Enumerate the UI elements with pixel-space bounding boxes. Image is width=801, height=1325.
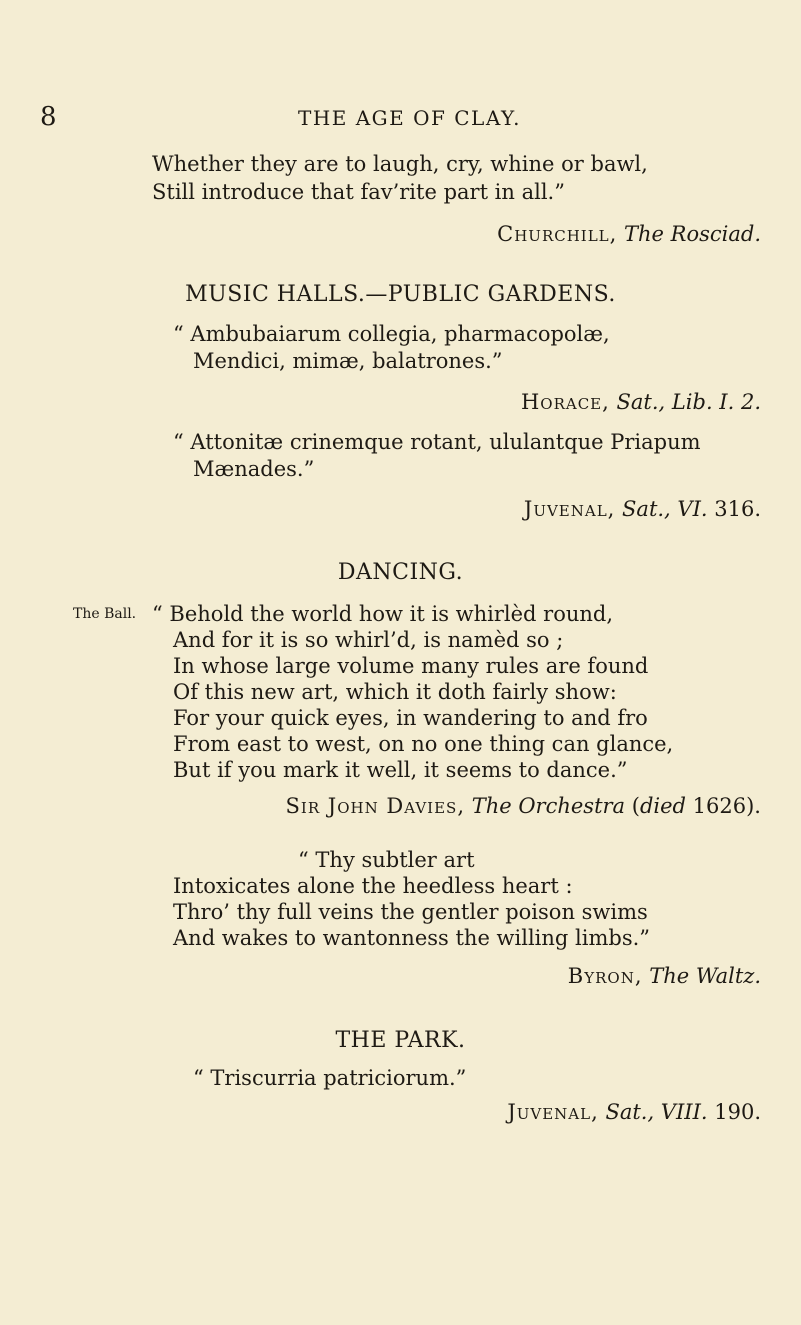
attribution-work: The Orchestra [471,794,626,818]
attribution [497,222,761,246]
attribution [507,1100,761,1124]
attribution-work: The Rosciad. [624,222,761,246]
attribution-note-open: ( [631,794,640,818]
attribution-author: Churchill, [497,222,618,246]
attribution-work: Sat., Lib. I. 2. [616,390,761,414]
verse-line: “ Thy subtler art [298,848,475,872]
verse-line: Still introduce that fav’rite part in all.” [152,180,565,204]
attribution-note-died: died [639,794,686,818]
verse-line: “ Behold the world how it is whirlèd round, [152,602,614,626]
section-heading: MUSIC HALLS.—PUBLIC GARDENS. [185,282,616,307]
margin-note: The Ball. [73,606,137,622]
section-heading: DANCING. [337,560,464,585]
attribution [521,390,761,414]
attribution [524,497,761,521]
verse-line: “ Ambubaiarum collegia, pharmacopolæ, [173,322,610,346]
verse-line: “ Triscurria patriciorum.” [193,1066,467,1090]
verse-line: Thro’ thy full veins the gentler poison swims [173,900,648,924]
attribution [568,964,761,988]
verse-line: Of this new art, which it doth fairly show: [173,680,617,704]
verse-line: And for it is so whirl’d, is namèd so ; [173,628,564,652]
attribution-ref: 316. [714,497,761,521]
verse-line: In whose large volume many rules are found [173,654,649,678]
attribution-author: Juvenal, [523,497,616,521]
attribution-author: Juvenal, [507,1100,599,1124]
verse-line: Mendici, mimæ, balatrones.” [193,349,503,373]
attribution-note-rest: 1626). [686,794,761,818]
attribution-ref: 190. [714,1100,761,1124]
verse-line: Intoxicates alone the heedless heart : [173,874,573,898]
page-number: 8 [40,102,57,132]
verse-line: But if you mark it well, it seems to dance.” [173,758,628,782]
verse-line: “ Attonitæ crinemque rotant, ululantque Priapum [173,430,701,454]
verse-line: From east to west, on no one thing can glance, [173,732,674,756]
attribution-work: Sat., VIII. [605,1100,708,1124]
verse-line: Mænades.” [193,457,315,481]
attribution-author: Horace, [520,390,610,414]
running-title: THE AGE OF CLAY. [298,106,521,130]
attribution [286,794,761,818]
attribution-work: Sat., VI. [622,497,708,521]
verse-line: And wakes to wantonness the willing limbs.” [173,926,651,950]
attribution-author: Byron, [567,964,643,988]
attribution-work: The Waltz. [649,964,761,988]
verse-line: For your quick eyes, in wandering to and fro [173,706,648,730]
verse-line: Whether they are to laugh, cry, whine or bawl, [152,152,648,176]
section-heading: THE PARK. [335,1028,466,1053]
attribution-author: Sir John Davies, [285,794,465,818]
